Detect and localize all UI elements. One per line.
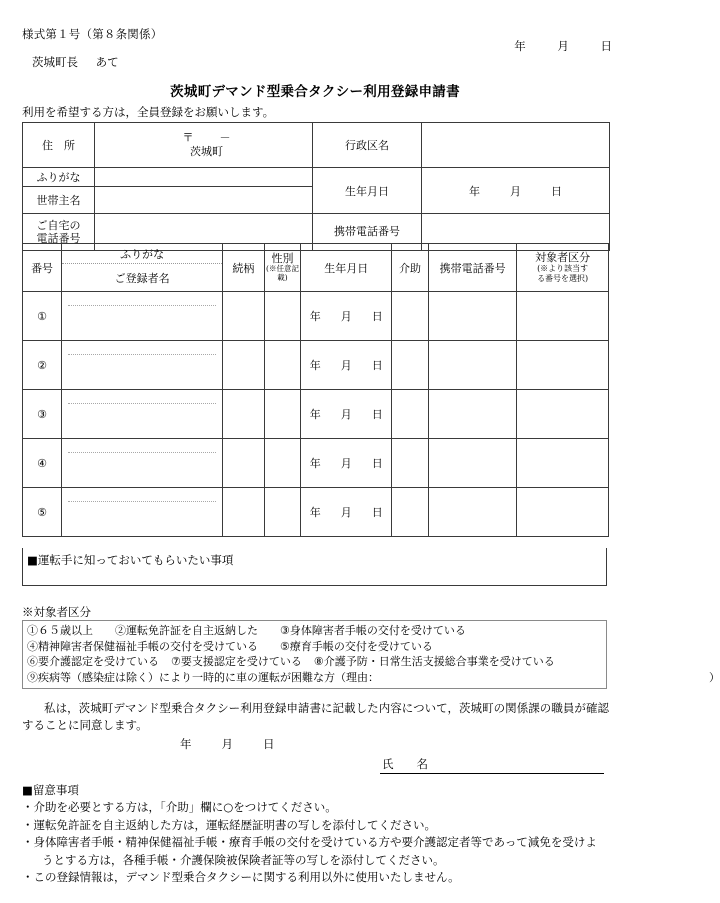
row-birth-year-label-4: 年 — [309, 457, 321, 470]
row-furigana-1[interactable] — [68, 292, 216, 306]
row-birth-month-label-5: 月 — [340, 506, 352, 519]
row-name-cell-2[interactable] — [62, 341, 223, 390]
row-number-5: ⑤ — [23, 488, 62, 537]
birthdate-input-cell[interactable] — [422, 168, 610, 214]
date-day-label: 日 — [600, 39, 612, 53]
addressee — [32, 54, 119, 70]
lead-instruction: 利用を希望する方は，全員登録をお願いします。 — [22, 105, 275, 119]
consent-paragraph — [22, 700, 609, 734]
row-number-2: ② — [23, 341, 62, 390]
row-mobile-2[interactable] — [428, 341, 516, 390]
row-birth-year-label-3: 年 — [309, 408, 321, 421]
eligibility-item-7: ⑦要支援認定を受けている — [171, 655, 302, 669]
row-number-1: ① — [23, 292, 62, 341]
driver-notes-label: ■運転手に知っておいてもらいたい事項 — [27, 553, 234, 567]
row-target-5[interactable] — [517, 488, 609, 537]
table-header-row — [23, 244, 609, 264]
consent-day-label: 日 — [263, 737, 275, 751]
target-label-note2: る番号を選択) — [537, 273, 589, 283]
target-label-main: 対象者区分 — [535, 250, 591, 264]
row-name-cell-4[interactable] — [62, 439, 223, 488]
eligibility-item-9: ⑨疾病等（感染症は除く）により一時的に車の運転が困難な方（理由： — [27, 671, 379, 685]
row-target-4[interactable] — [517, 439, 609, 488]
page-title: 茨城町デマンド型乗合タクシー利用登録申請書 — [170, 84, 460, 100]
remarks-item-2: ・運転免許証を自主返納した方は，運転経歴証明書の写しを添付してください。 — [22, 817, 436, 832]
row-mobile-1[interactable] — [428, 292, 516, 341]
gender-label-note: (※任意記載) — [266, 263, 299, 282]
row-birthdate-5[interactable] — [301, 488, 392, 537]
table-row — [23, 488, 609, 537]
eligibility-line-3 — [27, 654, 603, 670]
row-number-4: ④ — [23, 439, 62, 488]
address-town-prefix: 茨城町 — [190, 145, 223, 158]
col-header-assist: 介助 — [392, 244, 429, 292]
row-assist-4[interactable] — [392, 439, 429, 488]
row-birthdate-4[interactable] — [301, 439, 392, 488]
row-name-cell-1[interactable] — [62, 292, 223, 341]
consent-text: 私は，茨城町デマンド型乗合タクシー利用登録申請書に記載した内容について，茨城町の関係課の職員が確認することに同意します。 — [22, 701, 609, 733]
row-gender-1[interactable] — [264, 292, 301, 341]
col-header-number: 番号 — [23, 244, 62, 292]
row-relation-3[interactable] — [223, 390, 264, 439]
col-header-birthdate: 生年月日 — [301, 244, 392, 292]
mobile-phone-label: 携帯電話番号 — [313, 214, 422, 251]
consent-month-label: 月 — [221, 737, 233, 751]
table-row — [23, 439, 609, 488]
consent-year-label: 年 — [180, 737, 192, 751]
row-birth-day-label-5: 日 — [371, 506, 383, 519]
zip-dash: － — [219, 131, 231, 145]
form-number: 様式第１号（第８条関係） — [22, 27, 163, 41]
row-gender-2[interactable] — [264, 341, 301, 390]
row-assist-1[interactable] — [392, 292, 429, 341]
row-fullname-5[interactable] — [62, 502, 222, 536]
row-fullname-1[interactable] — [62, 306, 222, 340]
row-relation-5[interactable] — [223, 488, 264, 537]
col-header-name: ご登録者名 — [62, 264, 223, 292]
row-mobile-4[interactable] — [428, 439, 516, 488]
row-relation-4[interactable] — [223, 439, 264, 488]
row-number-3: ③ — [23, 390, 62, 439]
birthdate-inline — [469, 185, 562, 198]
row-birthdate-2[interactable] — [301, 341, 392, 390]
home-phone-label-line2: 電話番号 — [36, 232, 81, 245]
col-header-furigana: ふりがな — [62, 244, 223, 264]
row-birth-month-label-1: 月 — [340, 310, 352, 323]
signature-input[interactable] — [436, 761, 604, 774]
table-row — [23, 292, 609, 341]
addressee-name: 茨城町長 — [32, 55, 78, 69]
row-target-2[interactable] — [517, 341, 609, 390]
row-assist-2[interactable] — [392, 341, 429, 390]
table-row — [23, 341, 609, 390]
row-furigana-5[interactable] — [68, 488, 216, 502]
remarks-item-1: ・介助を必要とする方は，「介助」欄に○をつけてください。 — [22, 800, 337, 815]
birth-year-label: 年 — [469, 184, 480, 198]
address-input-cell[interactable] — [95, 123, 313, 168]
eligibility-line-2 — [27, 639, 603, 655]
row-assist-5[interactable] — [392, 488, 429, 537]
birth-month-label: 月 — [510, 184, 521, 198]
home-phone-label-line1: ご自宅の — [36, 218, 81, 232]
row-name-cell-3[interactable] — [62, 390, 223, 439]
eligibility-item-2: ②運転免許証を自主返納した — [115, 624, 258, 637]
district-input-cell[interactable] — [422, 123, 610, 168]
gender-label-main: 性別 — [271, 251, 294, 265]
furigana-input-cell[interactable] — [95, 168, 313, 187]
remarks-title: ■留意事項 — [22, 783, 79, 797]
row-gender-4[interactable] — [264, 439, 301, 488]
addressee-suffix: あて — [95, 55, 119, 69]
col-header-target — [517, 244, 609, 292]
row-birth-month-label-3: 月 — [340, 408, 352, 421]
row-gender-3[interactable] — [264, 390, 301, 439]
eligibility-item-9-close: ） — [709, 671, 720, 685]
row-fullname-3[interactable] — [62, 404, 222, 438]
birth-day-label: 日 — [551, 184, 562, 198]
row-birth-month-label-4: 月 — [340, 457, 352, 470]
row-furigana-4[interactable] — [68, 439, 216, 453]
remarks-item-3: ・身体障害者手帳・精神保健福祉手帳・療育手帳の交付を受けている方や要介護認定者等であって減免を受けよ — [22, 835, 597, 850]
row-fullname-4[interactable] — [62, 453, 222, 487]
furigana-label: ふりがな — [23, 168, 95, 187]
col-header-relation: 続柄 — [223, 244, 264, 292]
householder-input-cell[interactable] — [95, 187, 313, 214]
row-birth-month-label-2: 月 — [340, 359, 352, 372]
row-birthdate-3[interactable] — [301, 390, 392, 439]
eligibility-item-3: ③身体障害者手帳の交付を受けている — [280, 624, 466, 637]
row-gender-5[interactable] — [264, 488, 301, 537]
row-birth-year-label-1: 年 — [309, 310, 321, 323]
remarks-section — [22, 782, 612, 887]
row-mobile-3[interactable] — [428, 390, 516, 439]
householder-label: 世帯主名 — [23, 187, 95, 214]
row-name-cell-5[interactable] — [62, 488, 223, 537]
eligibility-item-6: ⑥要介護認定を受けている — [27, 655, 159, 669]
remarks-item-4: ・この登録情報は，デマンド型乗合タクシーに関する利用以外に使用いたしません。 — [22, 870, 460, 885]
eligibility-item-4: ④精神障害者保健福祉手帳の交付を受けている — [27, 639, 258, 653]
col-header-mobile: 携帯電話番号 — [428, 244, 516, 292]
driver-notes-box[interactable] — [22, 548, 607, 586]
registrant-table — [22, 243, 609, 537]
row-target-3[interactable] — [517, 390, 609, 439]
consent-date-line[interactable] — [180, 736, 275, 752]
row-birth-year-label-5: 年 — [309, 506, 321, 519]
eligibility-item-1: ①６５歳以上 — [27, 624, 93, 637]
target-label-note1: (※より該当す — [537, 263, 589, 273]
row-target-1[interactable] — [517, 292, 609, 341]
eligibility-line-1 — [27, 623, 603, 639]
row-birth-day-label-4: 日 — [371, 457, 383, 470]
zip-mark-icon: 〒 — [182, 131, 194, 145]
table-row — [23, 390, 609, 439]
row-relation-2[interactable] — [223, 341, 264, 390]
row-mobile-5[interactable] — [428, 488, 516, 537]
row-fullname-2[interactable] — [62, 355, 222, 389]
row-furigana-3[interactable] — [68, 390, 216, 404]
address-label: 住 所 — [23, 123, 95, 168]
table-row — [23, 168, 610, 187]
birthdate-label: 生年月日 — [313, 168, 422, 214]
remarks-item-3-continued: うとする方は，各種手帳・介護保険被保険者証等の写しを添付してください。 — [42, 852, 445, 867]
row-birth-day-label-1: 日 — [371, 310, 383, 323]
eligibility-section-label: ※対象者区分 — [22, 605, 91, 619]
signature-row — [380, 756, 608, 774]
eligibility-line-4 — [27, 670, 720, 686]
eligibility-item-5: ⑤療育手帳の交付を受けている — [280, 639, 433, 653]
district-label: 行政区名 — [313, 123, 422, 168]
col-header-gender — [264, 244, 301, 292]
zip-line — [101, 131, 312, 145]
signature-label: 氏 名 — [380, 756, 436, 774]
row-furigana-2[interactable] — [68, 341, 216, 355]
applicant-table — [22, 122, 610, 251]
row-relation-1[interactable] — [223, 292, 264, 341]
row-birth-day-label-3: 日 — [371, 408, 383, 421]
row-assist-3[interactable] — [392, 390, 429, 439]
row-birth-day-label-2: 日 — [371, 359, 383, 372]
row-birthdate-1[interactable] — [301, 292, 392, 341]
date-month-label: 月 — [557, 39, 569, 53]
eligibility-item-8: ⑧介護予防・日常生活支援総合事業を受けている — [313, 655, 555, 669]
date-year-label: 年 — [514, 39, 526, 53]
eligibility-list-box — [22, 620, 720, 689]
submission-date-line — [514, 38, 612, 54]
row-birth-year-label-2: 年 — [309, 359, 321, 372]
